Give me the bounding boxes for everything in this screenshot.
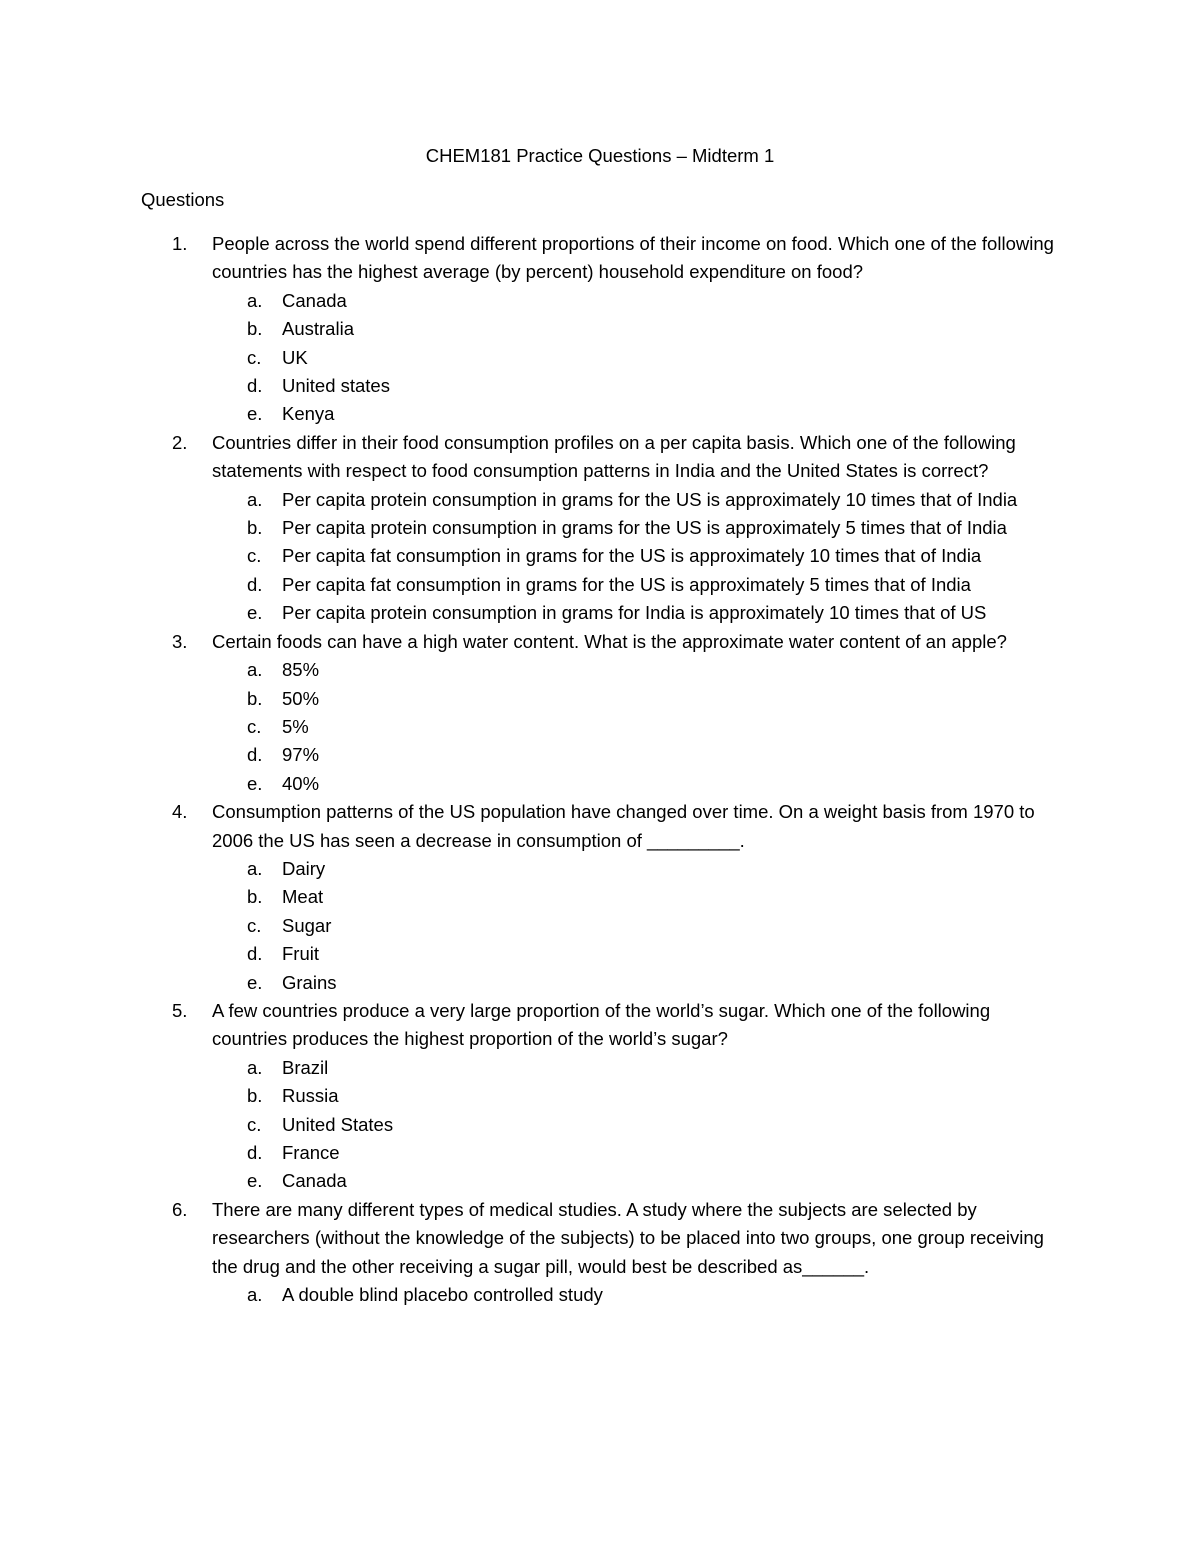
option-item (0, 514, 1200, 542)
option-item (0, 1054, 1200, 1082)
option-text: 5% (282, 715, 309, 737)
option-letter: c. (247, 346, 262, 368)
option-text: Fruit (282, 943, 319, 965)
option-text: United States (282, 1113, 394, 1135)
option-letter: b. (247, 517, 263, 539)
option-letter: a. (247, 1056, 263, 1078)
question-item (0, 798, 1200, 997)
option-text: France (282, 1142, 340, 1163)
option-item (0, 1082, 1200, 1110)
option-item (0, 912, 1200, 940)
option-item (0, 1111, 1200, 1139)
option-letter: e. (247, 1170, 263, 1192)
question-text: There are many different types of medical studies. A study where the subjects are selected by researchers (without the knowledge of the subjects) to be placed into two groups, one group receiving the drug and the other receiving a sugar pill, would best be described as______. (212, 1198, 1044, 1277)
option-text: United states (282, 375, 390, 397)
option-item (0, 344, 1200, 372)
option-list (0, 656, 1200, 798)
option-text: UK (282, 346, 308, 368)
document-title: CHEM181 Practice Questions – Midterm 1 (425, 145, 775, 166)
option-letter: a. (247, 1284, 263, 1306)
option-text: A double blind placebo controlled study (282, 1284, 603, 1306)
option-list (0, 855, 1200, 997)
option-letter: a. (247, 659, 263, 681)
question-number: 1. (172, 233, 188, 254)
option-item (0, 400, 1200, 428)
option-letter: d. (247, 744, 263, 766)
option-item (0, 1167, 1200, 1195)
option-letter: a. (247, 857, 263, 879)
option-item (0, 741, 1200, 769)
option-letter: c. (247, 715, 262, 737)
question-item (0, 997, 1200, 1196)
option-letter: b. (247, 687, 263, 709)
option-letter: c. (247, 1113, 262, 1135)
question-number: 6. (172, 1198, 188, 1220)
option-text: Meat (282, 886, 324, 908)
option-item (0, 770, 1200, 798)
option-text: 40% (282, 772, 320, 794)
option-text: Dairy (282, 857, 326, 879)
option-text: Russia (282, 1085, 339, 1107)
question-text: Certain foods can have a high water content. What is the approximate water content of an apple? (212, 630, 1007, 652)
question-text: A few countries produce a very large proportion of the world’s sugar. Which one of the following countries produces the highest proportion of the world’s sugar? (212, 999, 991, 1050)
option-text: 97% (282, 744, 320, 766)
option-item (0, 883, 1200, 911)
option-item (0, 1281, 1200, 1309)
option-item (0, 685, 1200, 713)
option-letter: e. (247, 602, 263, 624)
option-letter: e. (247, 971, 263, 993)
option-text: Canada (282, 289, 347, 311)
option-item (0, 315, 1200, 343)
option-letter: d. (247, 375, 263, 397)
option-letter: d. (247, 943, 263, 965)
question-number: 4. (172, 801, 188, 823)
option-item (0, 713, 1200, 741)
question-item (0, 230, 1200, 429)
option-text: Brazil (282, 1056, 329, 1078)
option-list (0, 287, 1200, 429)
option-letter: b. (247, 318, 263, 340)
option-list (0, 1054, 1200, 1196)
option-letter: d. (247, 573, 263, 595)
option-text: Canada (282, 1170, 347, 1192)
option-text: Per capita fat consumption in grams for the US is approximately 10 times that of India (282, 545, 982, 567)
option-letter: a. (247, 289, 263, 311)
option-letter: e. (247, 772, 263, 794)
question-number: 3. (172, 630, 188, 652)
option-text: Kenya (282, 403, 335, 425)
option-item (0, 372, 1200, 400)
option-letter: c. (247, 914, 262, 936)
option-text: Grains (282, 971, 337, 993)
question-number: 5. (172, 999, 188, 1021)
section-heading: Questions (141, 189, 225, 210)
option-text: Per capita fat consumption in grams for the US is approximately 5 times that of India (282, 573, 971, 595)
question-text: People across the world spend different proportions of their income on food. Which one of the following countries has the highest average (by percent) household expenditure on food? (212, 233, 1054, 283)
option-list (0, 486, 1200, 628)
option-item (0, 1139, 1200, 1167)
option-item (0, 855, 1200, 883)
option-text: Per capita protein consumption in grams for India is approximately 10 times that of US (282, 602, 987, 624)
option-letter: d. (247, 1142, 263, 1163)
option-letter: b. (247, 1085, 263, 1107)
option-text: Per capita protein consumption in grams for the US is approximately 5 times that of India (282, 517, 1007, 539)
option-letter: c. (247, 545, 262, 567)
option-item (0, 940, 1200, 968)
option-item (0, 486, 1200, 514)
option-letter: a. (247, 488, 263, 510)
option-text: 85% (282, 659, 320, 681)
option-item (0, 287, 1200, 315)
option-item (0, 656, 1200, 684)
question-text: Consumption patterns of the US population have changed over time. On a weight basis from 1970 to 2006 the US has seen a decrease in consumption of _________. (212, 801, 1035, 851)
question-item (0, 628, 1200, 798)
option-letter: e. (247, 403, 263, 425)
option-letter: b. (247, 886, 263, 908)
question-number: 2. (172, 431, 188, 453)
option-item (0, 571, 1200, 599)
question-text: Countries differ in their food consumption profiles on a per capita basis. Which one of the following statements with respect to food consumption patterns in India and the United States is correct? (212, 431, 1016, 482)
question-item (0, 429, 1200, 628)
option-text: 50% (282, 687, 320, 709)
option-text: Sugar (282, 914, 332, 936)
option-text: Australia (282, 318, 354, 340)
option-item (0, 599, 1200, 627)
option-item (0, 542, 1200, 570)
option-text: Per capita protein consumption in grams for the US is approximately 10 times that of India (282, 488, 1018, 510)
question-list (0, 230, 1200, 1309)
option-item (0, 969, 1200, 997)
question-item (0, 1196, 1200, 1310)
option-list (0, 1281, 1200, 1309)
